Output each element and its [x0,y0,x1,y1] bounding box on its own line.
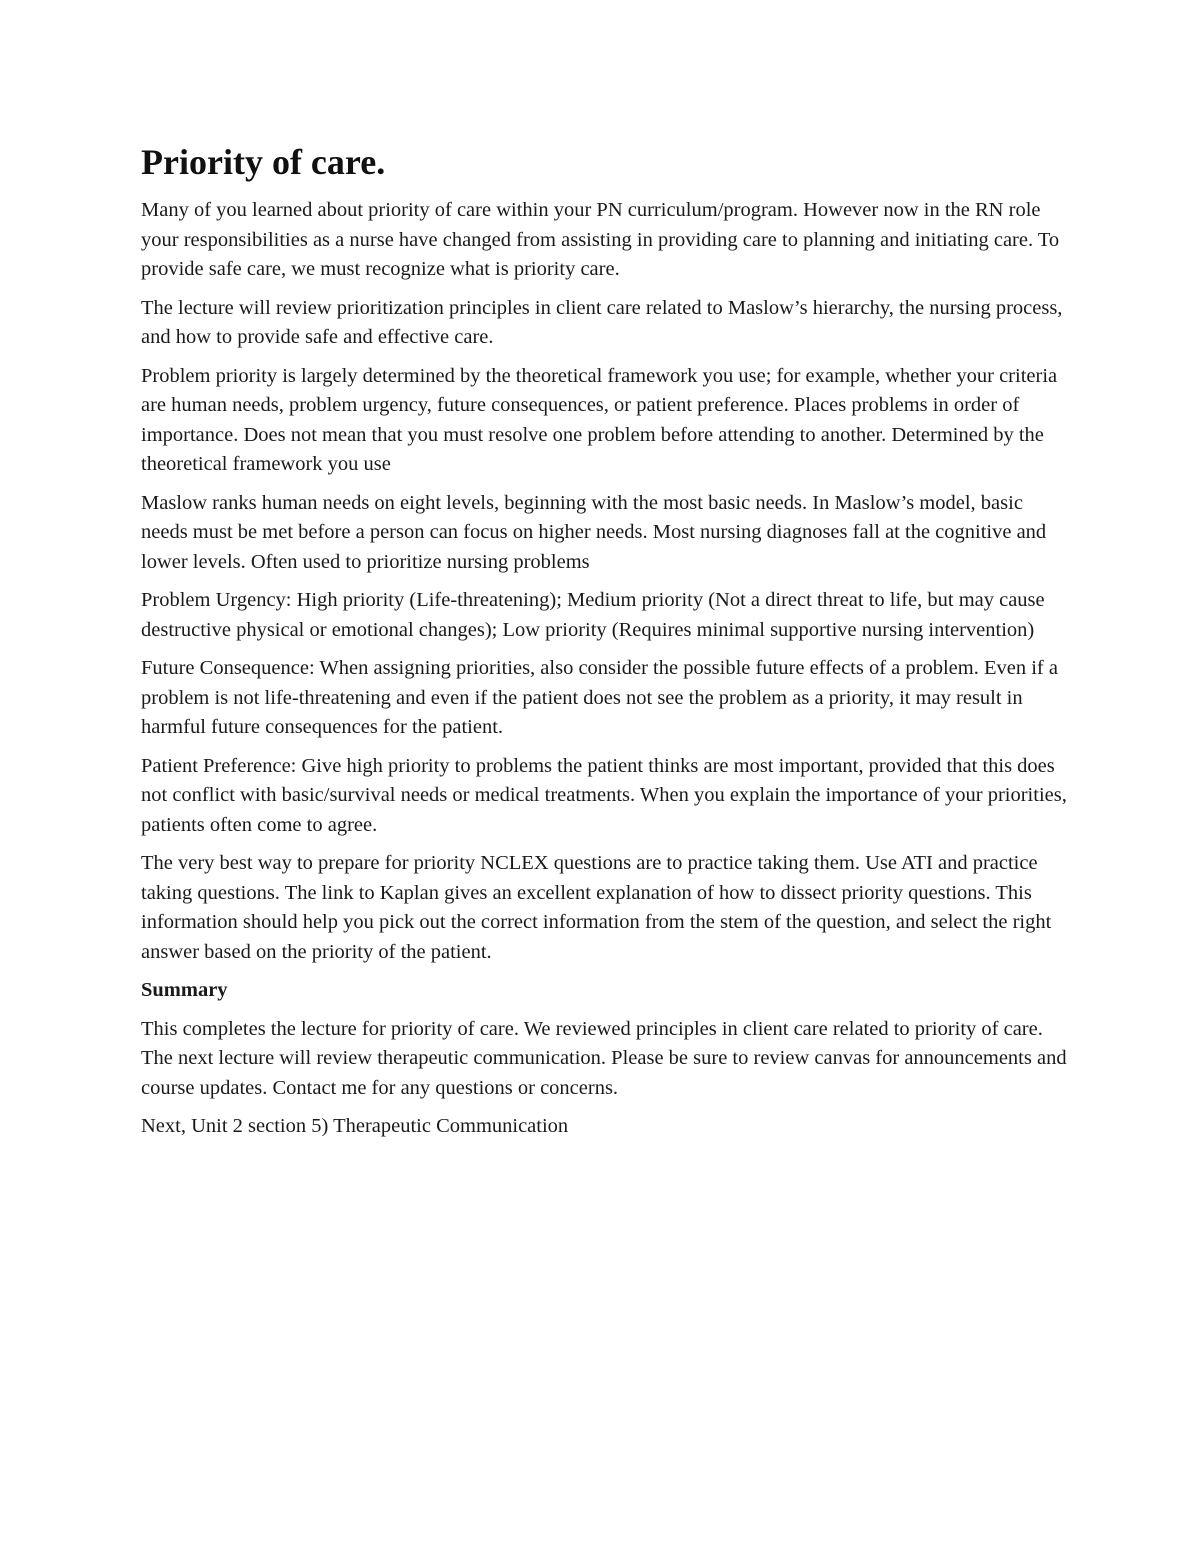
paragraph-next-section: Next, Unit 2 section 5) Therapeutic Communication [141,1115,569,1137]
paragraph-summary: This completes the lecture for priority of care. We reviewed principles in client care related to priority of care. The next lecture will review therapeutic communication. Please be sure to review canvas for announcements and course updates. Contact me for any questions or concerns. [141,1017,1067,1099]
document-title: Priority of care. [141,142,386,182]
document-body [141,140,1071,1151]
paragraph-problem-priority: Problem priority is largely determined by the theoretical framework you use; for example, whether your criteria are human needs, problem urgency, future consequences, or patient preference. Places problems in order of importance. Does not mean that you must resolve one problem before attending to another. Determined by the theoretical framework you use [141,364,1058,475]
paragraph-nclex-prep: The very best way to prepare for priority NCLEX questions are to practice taking them. Use ATI and practice taking questions. The link to Kaplan gives an excellent explanation of how to dissect priority questions. This information should help you pick out the correct information from the stem of the question, and select the right answer based on the priority of the patient. [141,852,1052,963]
paragraph-patient-preference: Patient Preference: Give high priority to problems the patient thinks are most important, provided that this does not conflict with basic/survival needs or medical treatments. When you explain the importance of your priorities, patients often come to agree. [141,754,1067,836]
paragraph-future-consequence: Future Consequence: When assigning priorities, also consider the possible future effects of a problem. Even if a problem is not life-threatening and even if the patient does not see the problem as a priority, it may result in harmful future consequences for the patient. [141,657,1058,738]
summary-heading: Summary [141,979,228,1001]
paragraph-lecture-overview: The lecture will review prioritization principles in client care related to Maslow’s hierarchy, the nursing process, and how to provide safe and effective care. [141,296,1063,348]
paragraph-problem-urgency: Problem Urgency: High priority (Life-threatening); Medium priority (Not a direct threat to life, but may cause destructive physical or emotional changes); Low priority (Requires minimal supportive nursing intervention) [141,589,1045,641]
paragraph-maslow: Maslow ranks human needs on eight levels, beginning with the most basic needs. In Maslow’s model, basic needs must be met before a person can focus on higher needs. Most nursing diagnoses fall at the cognitive and lower levels. Often used to prioritize nursing problems [141,491,1047,573]
paragraph-intro: Many of you learned about priority of care within your PN curriculum/program. However now in the RN role your responsibilities as a nurse have changed from assisting in providing care to planning and initiating care. To provide safe care, we must recognize what is priority care. [141,199,1060,280]
